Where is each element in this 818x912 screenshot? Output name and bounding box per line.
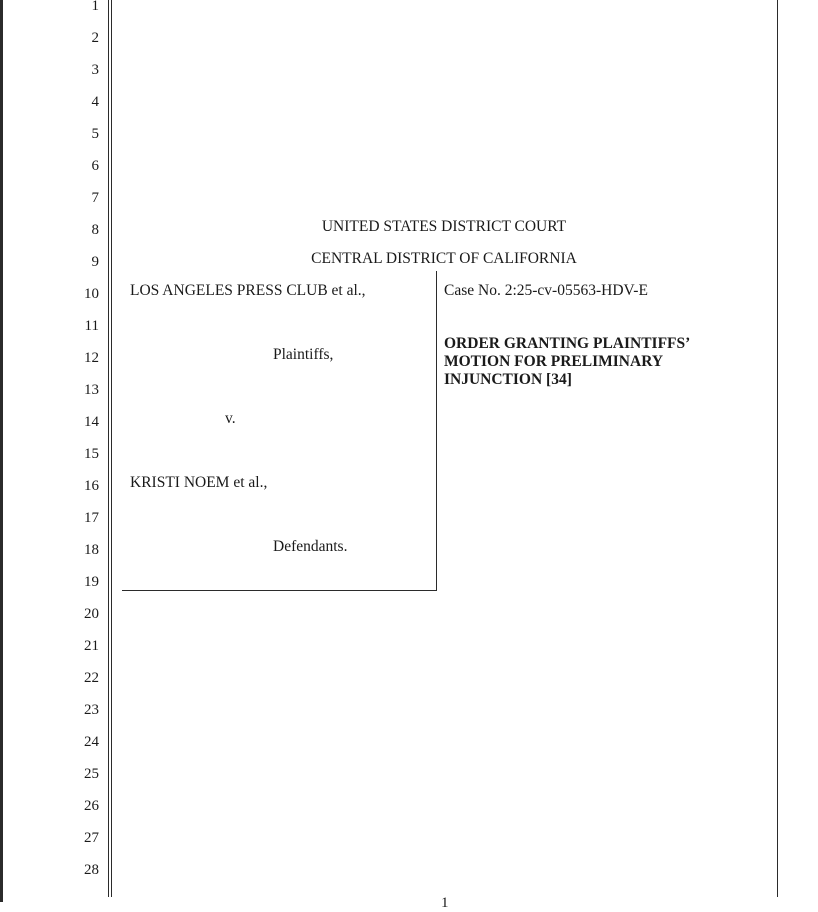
- margin-rule-right: [777, 0, 778, 897]
- line-number: 17: [84, 510, 99, 526]
- document-title: [444, 335, 744, 389]
- line-number: 12: [84, 350, 99, 366]
- defendant-role: Defendants.: [273, 538, 348, 555]
- line-number: 21: [84, 638, 99, 654]
- margin-rule-double-left: [108, 0, 109, 897]
- page-left-edge: [0, 0, 3, 902]
- line-number: 24: [84, 734, 99, 750]
- line-number: 28: [84, 862, 99, 878]
- case-number: Case No. 2:25-cv-05563-HDV-E: [444, 282, 648, 299]
- document-title-line: INJUNCTION [34]: [444, 371, 572, 388]
- line-number: 9: [91, 254, 99, 270]
- line-number: 22: [84, 670, 99, 686]
- line-number: 27: [84, 830, 99, 846]
- defendant-name: KRISTI NOEM et al.,: [130, 474, 268, 491]
- line-number: 26: [84, 798, 99, 814]
- line-number: 16: [84, 478, 99, 494]
- line-number: 6: [91, 158, 99, 174]
- caption-divider-vertical: [436, 271, 437, 591]
- line-number: 14: [84, 414, 99, 430]
- margin-rule-double-right: [111, 0, 112, 897]
- court-district: CENTRAL DISTRICT OF CALIFORNIA: [311, 250, 577, 267]
- line-number: 19: [84, 574, 99, 590]
- plaintiff-role: Plaintiffs,: [273, 346, 334, 363]
- document-title-line: ORDER GRANTING PLAINTIFFS’: [444, 335, 691, 352]
- line-number: 1: [91, 0, 99, 14]
- caption-divider-horizontal: [122, 590, 437, 591]
- line-number: 4: [91, 94, 99, 110]
- line-number: 10: [84, 286, 99, 302]
- plaintiff-name: LOS ANGELES PRESS CLUB et al.,: [130, 282, 366, 299]
- line-number: 23: [84, 702, 99, 718]
- line-number: 20: [84, 606, 99, 622]
- line-number: 13: [84, 382, 99, 398]
- line-number: 18: [84, 542, 99, 558]
- court-name: UNITED STATES DISTRICT COURT: [321, 218, 567, 235]
- versus-label: v.: [225, 410, 236, 427]
- document-title-line: MOTION FOR PRELIMINARY: [444, 353, 664, 370]
- line-number: 11: [84, 318, 99, 334]
- line-number: 7: [91, 190, 99, 206]
- page-number: 1: [441, 895, 449, 911]
- line-number: 3: [91, 62, 99, 78]
- line-number: 2: [91, 30, 99, 46]
- line-number: 8: [91, 222, 99, 238]
- line-number: 5: [91, 126, 99, 142]
- line-number: 15: [84, 446, 99, 462]
- line-number: 25: [84, 766, 99, 782]
